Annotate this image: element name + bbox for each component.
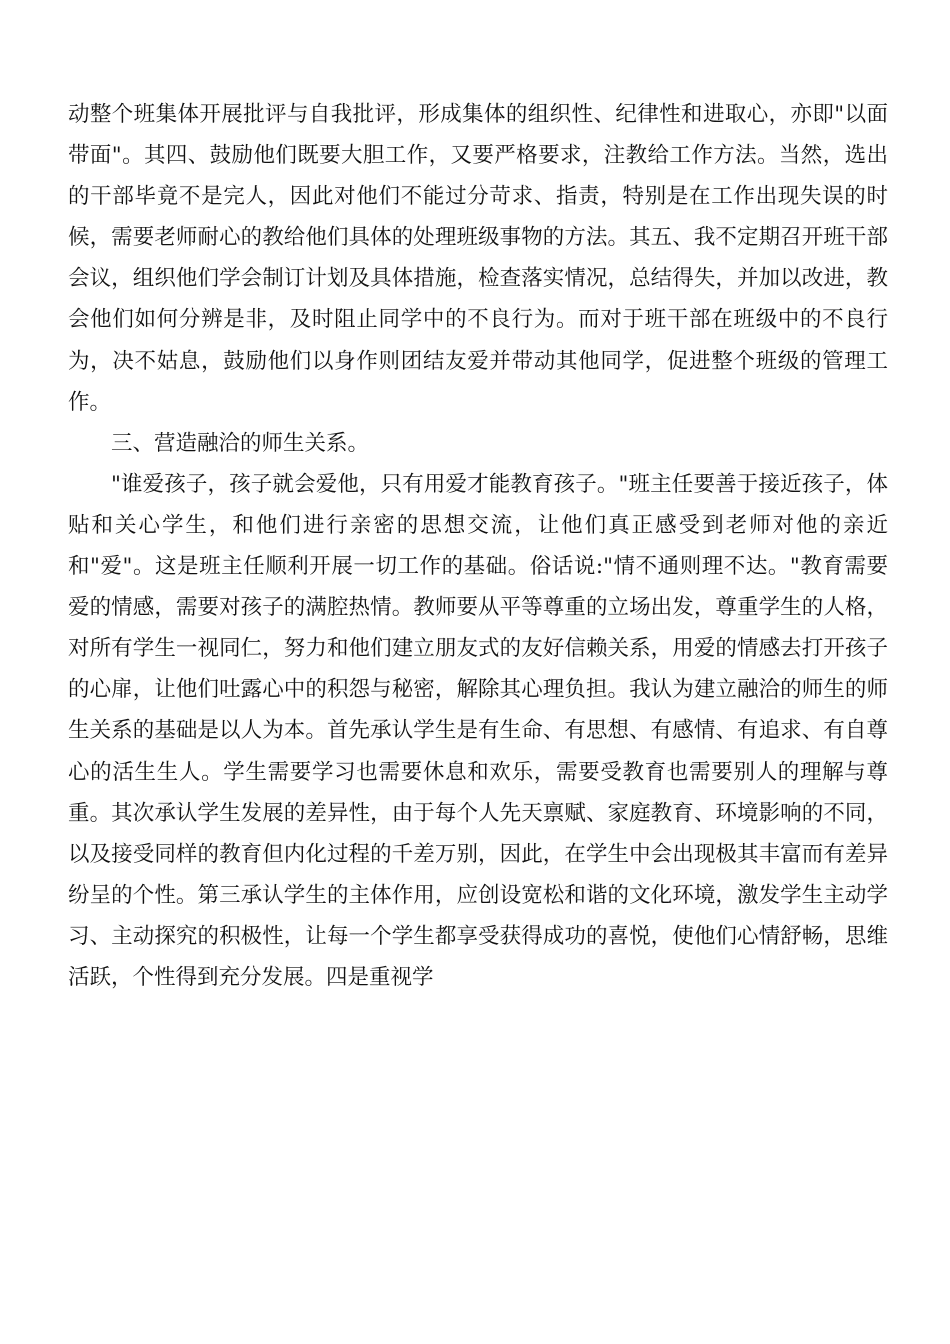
paragraph-continuation: 动整个班集体开展批评与自我批评，形成集体的组织性、纪律性和进取心，亦即"以面带面"。其四、鼓励他们既要大胆工作，又要严格要求，注教给工作方法。当然，选出的干部毕竟不是完人，因此对他们不能过分苛求、指责，特别是在工作出现失误的时候，需要老师耐心的教给他们具体的处理班级事物的方法。其五、我不定期召开班干部会议，组织他们学会制订计划及具体措施，检查落实情况，总结得失，并加以改进，教会他们如何分辨是非，及时阻止同学中的不良行为。而对于班干部在班级中的不良行为，决不姑息，鼓励他们以身作则团结友爱并带动其他同学，促进整个班级的管理工作。 xyxy=(68,102,888,415)
paragraph-body: "谁爱孩子，孩子就会爱他，只有用爱才能教育孩子。"班主任要善于接近孩子，体贴和关心学生，和他们进行亲密的思想交流，让他们真正感受到老师对他的亲近和"爱"。这是班主任顺利开展一切工作的基础。俗话说:"情不通则理不达。"教育需要爱的情感，需要对孩子的满腔热情。教师要从平等尊重的立场出发，尊重学生的人格，对所有学生一视同仁，努力和他们建立朋友式的友好信赖关系，用爱的情感去打开孩子的心扉，让他们吐露心中的积怨与秘密，解除其心理负担。我认为建立融洽的师生的师生关系的基础是以人为本。首先承认学生是有生命、有思想、有感情、有追求、有自尊心的活生生人。学生需要学习也需要休息和欢乐，需要受教育也需要别人的理解与尊重。其次承认学生发展的差异性，由于每个人先天禀赋、家庭教育、环境影响的不同，以及接受同样的教育但内化过程的千差万别，因此，在学生中会出现极其丰富而有差异纷呈的个性。第三承认学生的主体作用，应创设宽松和谐的文化环境，激发学生主动学习、主动探究的积极性，让每一个学生都享受获得成功的喜悦，使他们心情舒畅，思维活跃，个性得到充分发展。四是重视学 xyxy=(68,471,888,990)
section-heading: 三、营造融洽的师生关系。 xyxy=(111,430,370,456)
document-page xyxy=(68,94,888,998)
